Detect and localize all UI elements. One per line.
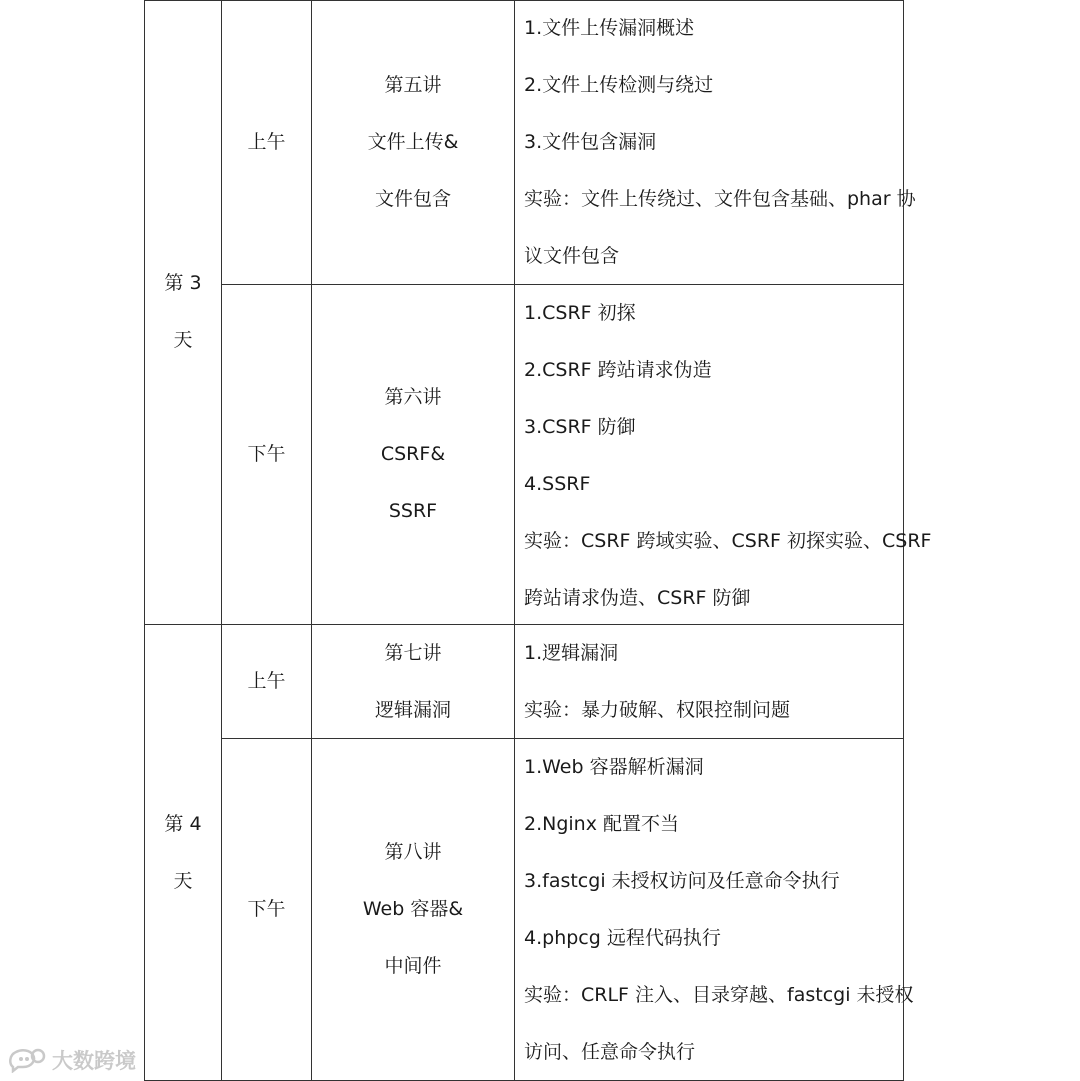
course-schedule-table <box>144 0 932 1081</box>
content-line: 2.Nginx 配置不当 <box>524 813 680 835</box>
lecture-title: 文件包含 <box>374 187 451 210</box>
content-line: 访问、任意命令执行 <box>524 1041 696 1063</box>
content-line: 4.SSRF <box>524 473 591 495</box>
content-line: 跨站请求伪造、CSRF 防御 <box>524 587 751 609</box>
lecture-title: 文件上传& <box>367 130 459 153</box>
content-line: 2.CSRF 跨站请求伪造 <box>524 359 712 381</box>
content-line: 实验：文件上传绕过、文件包含基础、phar 协 <box>524 188 916 210</box>
lecture-cell <box>311 625 514 739</box>
content-line: 1.逻辑漏洞 <box>524 642 619 664</box>
period-label: 上午 <box>247 670 286 692</box>
day-label: 第 3 <box>164 272 202 294</box>
period-cell <box>221 0 311 285</box>
content-line: 2.文件上传检测与绕过 <box>524 74 714 96</box>
lecture-title: Web 容器& <box>362 898 464 920</box>
lecture-title: CSRF& <box>380 443 446 465</box>
period-cell <box>221 285 311 625</box>
day-cell <box>144 0 221 625</box>
content-line: 3.文件包含漏洞 <box>524 131 657 153</box>
period-cell <box>221 739 311 1081</box>
content-line: 3.fastcgi 未授权访问及任意命令执行 <box>524 870 840 892</box>
content-cell <box>514 285 932 625</box>
lecture-cell <box>311 0 514 285</box>
period-label: 下午 <box>247 443 286 465</box>
content-cell <box>514 739 914 1081</box>
content-line: 1.文件上传漏洞概述 <box>524 17 695 39</box>
content-line: 实验：暴力破解、权限控制问题 <box>524 699 791 721</box>
lecture-cell <box>311 285 514 625</box>
lecture-number: 第七讲 <box>384 641 442 664</box>
period-label: 下午 <box>247 898 286 920</box>
lecture-number: 第六讲 <box>384 386 442 408</box>
day-label: 第 4 <box>164 812 202 835</box>
lecture-cell <box>311 739 514 1081</box>
content-cell <box>514 625 904 739</box>
period-label: 上午 <box>247 130 286 153</box>
watermark <box>8 1043 136 1077</box>
period-cell <box>221 625 311 739</box>
content-line: 3.CSRF 防御 <box>524 416 636 438</box>
lecture-number: 第五讲 <box>384 73 442 96</box>
day-label-unit: 天 <box>173 329 193 351</box>
content-cell <box>514 0 916 285</box>
content-line: 4.phpcg 远程代码执行 <box>524 927 721 949</box>
content-line: 1.CSRF 初探 <box>524 302 636 324</box>
content-line: 实验：CRLF 注入、目录穿越、fastcgi 未授权 <box>524 984 914 1006</box>
lecture-title: SSRF <box>388 500 438 522</box>
lecture-number: 第八讲 <box>384 841 442 863</box>
content-line: 1.Web 容器解析漏洞 <box>524 756 704 778</box>
day-label-unit: 天 <box>173 869 193 892</box>
content-line: 议文件包含 <box>524 245 620 267</box>
watermark-text: 大数跨境 <box>52 1049 136 1073</box>
lecture-title: 中间件 <box>384 955 442 977</box>
lecture-title: 逻辑漏洞 <box>374 698 451 721</box>
chat-bubble-icon <box>8 1047 46 1073</box>
day-cell <box>144 625 221 1081</box>
content-line: 实验：CSRF 跨域实验、CSRF 初探实验、CSRF <box>524 530 932 552</box>
